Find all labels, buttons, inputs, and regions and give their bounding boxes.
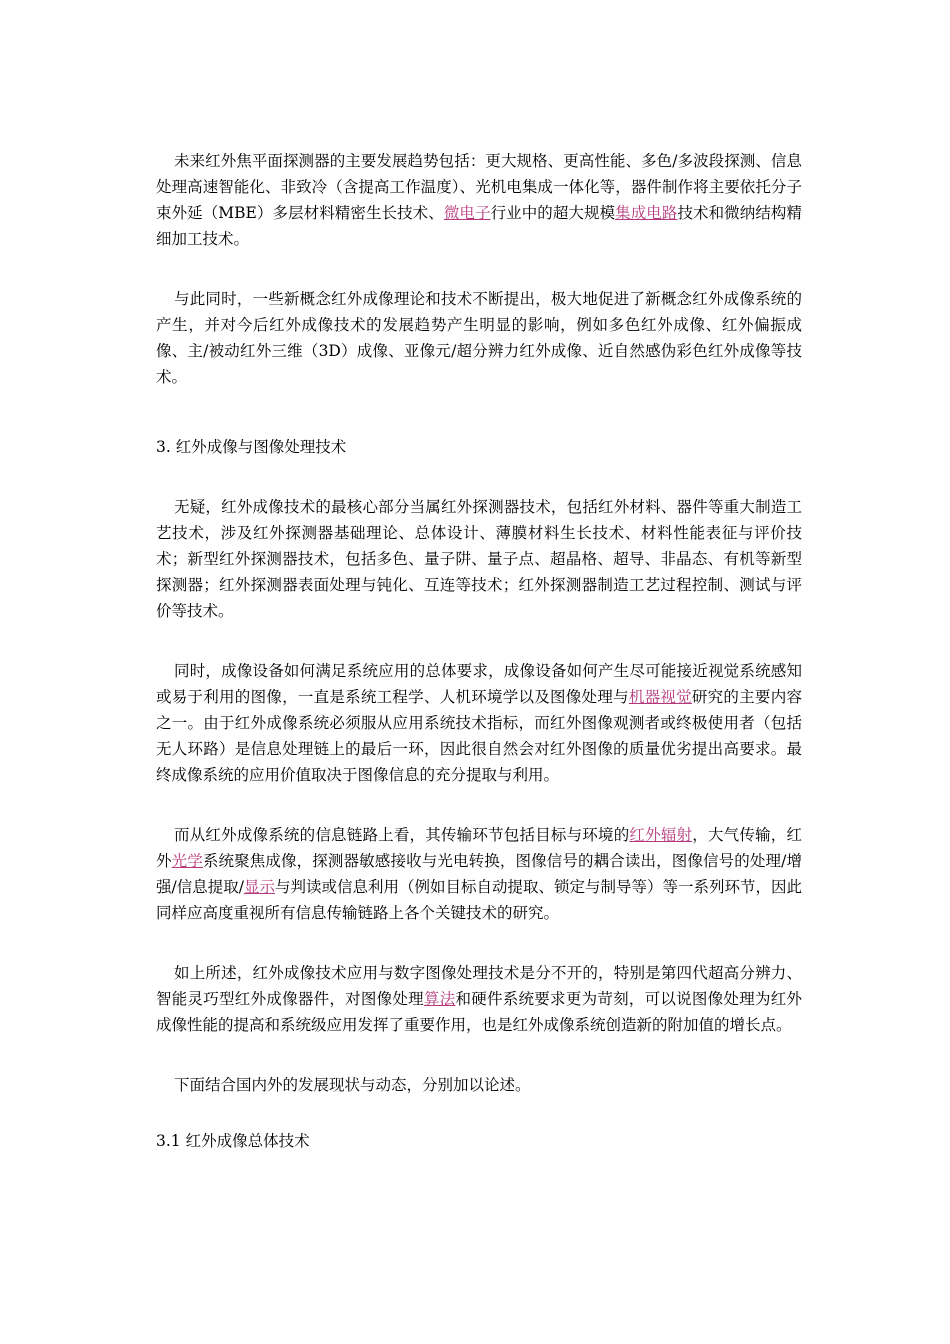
link-infrared-radiation[interactable]: 红外辐射: [629, 826, 693, 844]
section-heading-3: 3. 红外成像与图像处理技术: [156, 438, 347, 456]
paragraph-image-processing: [156, 960, 802, 1038]
paragraph-text: 研究的主要内容之一。由于红外成像系统必须服从应用系统技术指标，而红外图像观测者或终极使用者（包括无人环路）是信息处理链上的最后一环，因此很自然会对红外图像的质量优劣提出高要求。最终成像系统的应用价值取决于图像信息的充分提取与利用。: [156, 688, 802, 784]
section-heading-3-1: 3.1 红外成像总体技术: [156, 1132, 310, 1150]
paragraph-information-chain: [156, 822, 802, 926]
link-microelectronics[interactable]: 微电子: [443, 204, 491, 222]
paragraph-text: 技术和微纳结构精细加工技术。: [156, 204, 802, 248]
document-body: [156, 148, 802, 1154]
paragraph-text: 同时，成像设备如何满足系统应用的总体要求，成像设备如何产生尽可能接近视觉系统感知或易于利用的图像，一直是系统工程学、人机环境学以及图像处理与: [156, 662, 802, 706]
paragraph-text: 而从红外成像系统的信息链路上看，其传输环节包括目标与环境的: [174, 826, 630, 844]
link-algorithm[interactable]: 算法: [423, 990, 456, 1008]
link-machine-vision[interactable]: 机器视觉: [628, 688, 692, 706]
paragraph-text: ，大气传输，红外: [156, 826, 802, 870]
link-integrated-circuit[interactable]: 集成电路: [615, 204, 678, 222]
paragraph-text: 如上所述，红外成像技术应用与数字图像处理技术是分不开的，特别是第四代超高分辨力、智能灵巧型红外成像器件，对图像处理: [156, 964, 802, 1008]
paragraph-ir-fpa-trends: [156, 148, 802, 252]
link-display[interactable]: 显示: [243, 878, 275, 896]
paragraph-following-discussion: 下面结合国内外的发展现状与动态，分别加以论述。: [174, 1076, 531, 1094]
paragraph-text: 与判读或信息利用（例如目标自动提取、锁定与制导等）等一系列环节，因此同样应高度重视所有信息传输链路上各个关键技术的研究。: [156, 878, 802, 922]
paragraph-text: 系统聚焦成像，探测器敏感接收与光电转换，图像信号的耦合读出，图像信号的处理/增强/信息提取/: [156, 852, 802, 896]
paragraph-text: 和硬件系统要求更为苛刻，可以说图像处理为红外成像性能的提高和系统级应用发挥了重要作用，也是红外成像系统创造新的附加值的增长点。: [156, 990, 802, 1034]
paragraph-new-concepts: 与此同时，一些新概念红外成像理论和技术不断提出，极大地促进了新概念红外成像系统的产生，并对今后红外成像技术的发展趋势产生明显的影响，例如多色红外成像、红外偏振成像、主/被动红外三维（3D）成像、亚像元/超分辨力红外成像、近自然感伪彩色红外成像等技术。: [156, 290, 802, 386]
paragraph-detector-core: 无疑，红外成像技术的最核心部分当属红外探测器技术，包括红外材料、器件等重大制造工艺技术，涉及红外探测器基础理论、总体设计、薄膜材料生长技术、材料性能表征与评价技术；新型红外探测器技术，包括多色、量子阱、量子点、超晶格、超导、非晶态、有机等新型探测器；红外探测器表面处理与钝化、互连等技术；红外探测器制造工艺过程控制、测试与评价等技术。: [156, 498, 802, 620]
paragraph-text: 行业中的超大规模: [490, 204, 616, 222]
paragraph-text: 未来红外焦平面探测器的主要发展趋势包括：更大规格、更高性能、多色/多波段探测、信息处理高速智能化、非致冷（含提高工作温度）、光机电集成一体化等，器件制作将主要依托分子束外延（MBE）多层材料精密生长技术、: [156, 152, 802, 222]
paragraph-system-requirements: [156, 658, 802, 788]
link-optics[interactable]: 光学: [171, 852, 203, 870]
